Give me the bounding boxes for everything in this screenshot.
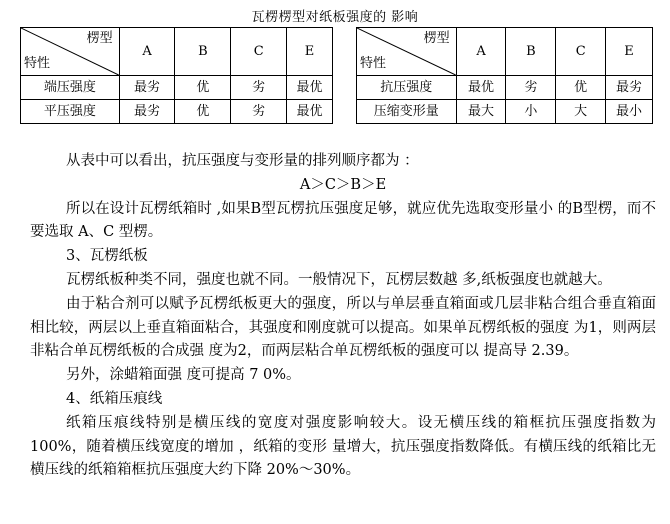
header-property-label: 特性 — [24, 56, 51, 71]
table-title: 瓦楞楞型对纸板强度的 影响 — [251, 10, 419, 25]
table-row — [357, 76, 653, 100]
left-property-table — [20, 27, 333, 124]
column-header: A — [119, 28, 175, 76]
table-row — [21, 76, 333, 100]
paragraph: 由于粘合剂可以赋予瓦楞纸板更大的强度，所以与单层垂直箱面或几层非粘合组合垂直箱面相比较，两层以上垂直箱面粘合，其强度和刚度就可以提高。如果单瓦楞纸板的强度 为1，则两层非粘合单瓦楞纸板的合成强 度为2，而两层粘合单瓦楞纸板的强度可以 提高导 2.39。 — [30, 295, 656, 360]
table-cell: 最优 — [287, 100, 333, 124]
section-heading: 3、瓦楞纸板 — [66, 248, 148, 265]
diagonal-header-cell — [21, 28, 120, 76]
row-label: 平压强度 — [21, 100, 120, 124]
table-cell: 劣 — [506, 76, 556, 100]
diagonal-header-cell — [357, 28, 457, 76]
table-cell: 优 — [556, 76, 606, 100]
header-flute-type-label: 楞型 — [423, 31, 450, 46]
row-label: 端压强度 — [21, 76, 120, 100]
table-cell: 最优 — [287, 76, 333, 100]
row-label: 压缩变形量 — [357, 100, 457, 124]
paragraph: 瓦楞纸板种类不同，强度也就不同。一般情况下，瓦楞层数越 多,纸板强度也就越大。 — [66, 271, 612, 288]
column-header: B — [506, 28, 556, 76]
column-header: A — [456, 28, 506, 76]
row-label: 抗压强度 — [357, 76, 457, 100]
table-cell: 优 — [175, 76, 231, 100]
table-cell: 最小 — [606, 100, 653, 124]
paragraph: 纸箱压痕线特别是横压线的宽度对强度影响较大。设无横压线的箱框抗压强度指数为 100%，随着横压线宽度的增加 ，纸箱的变形 量增大，抗压强度指数降低。有横压线的纸箱比无横压线的纸箱箱框抗压强度大约下降 20%～30%。 — [30, 414, 656, 479]
section-heading: 4、纸箱压痕线 — [66, 390, 163, 407]
table-row — [21, 100, 333, 124]
column-header: B — [175, 28, 231, 76]
ordering-formula: A＞C＞B＞E — [299, 176, 387, 193]
column-header: E — [287, 28, 333, 76]
header-flute-type-label: 楞型 — [86, 31, 113, 46]
column-header: C — [231, 28, 287, 76]
column-header: E — [606, 28, 653, 76]
table-cell: 劣 — [231, 100, 287, 124]
right-property-table — [356, 27, 653, 124]
table-cell: 最劣 — [119, 76, 175, 100]
table-cell: 最大 — [456, 100, 506, 124]
table-cell: 最优 — [456, 76, 506, 100]
document-body — [30, 150, 656, 483]
paragraph: 另外，涂蜡箱面强 度可提高 7 0%。 — [66, 367, 301, 384]
header-property-label: 特性 — [360, 56, 387, 71]
column-header: C — [556, 28, 606, 76]
table-cell: 优 — [175, 100, 231, 124]
table-cell: 最劣 — [606, 76, 653, 100]
table-cell: 最劣 — [119, 100, 175, 124]
paragraph: 所以在设计瓦楞纸箱时 ,如果B型瓦楞抗压强度足够，就应优先选取变形量小 的B型楞，而不要选取 A、C 型楞。 — [30, 200, 656, 241]
table-cell: 小 — [506, 100, 556, 124]
table-cell: 劣 — [231, 76, 287, 100]
table-row — [357, 100, 653, 124]
paragraph: 从表中可以看出，抗压强度与变形量的排列顺序都为 ： — [66, 153, 419, 169]
table-header-row — [21, 28, 333, 76]
table-cell: 大 — [556, 100, 606, 124]
table-header-row — [357, 28, 653, 76]
